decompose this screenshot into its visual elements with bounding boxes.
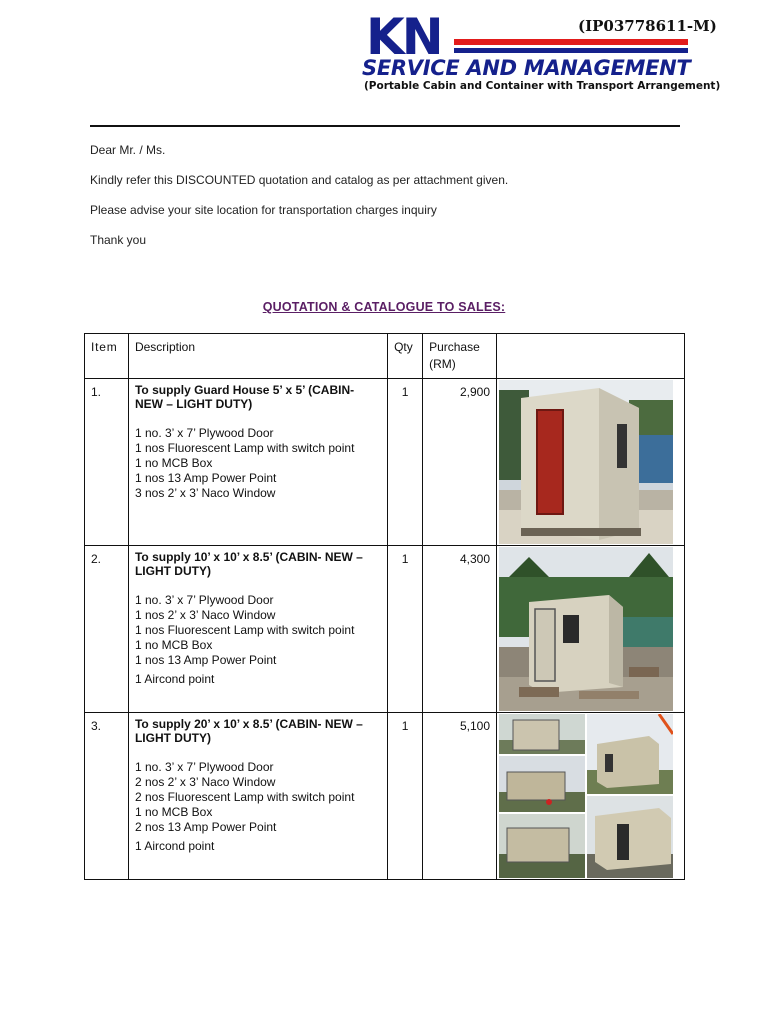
row-price: 2,900 <box>423 379 497 546</box>
spec-line: 1 no MCB Box <box>134 638 213 652</box>
spec-line: 3 nos 2’ x 3’ Naco Window <box>134 486 276 500</box>
guard-house-photo <box>499 380 673 544</box>
cabin-20x10-photo-collage <box>499 714 673 878</box>
spec-line: 1 nos Fluorescent Lamp with switch point <box>134 623 355 637</box>
spec-line: 1 nos 13 Amp Power Point <box>134 471 277 485</box>
row-price: 5,100 <box>423 713 497 880</box>
header-purchase-label: Purchase <box>429 340 480 354</box>
spec-line: 2 nos Fluorescent Lamp with switch point <box>134 790 355 804</box>
spec-line: 1 no. 3’ x 7’ Plywood Door <box>134 426 274 440</box>
row-item-number: 1. <box>85 379 129 546</box>
row-title: To supply 20’ x 10’ x 8.5’ (CABIN- NEW – LIGHT DUTY) <box>134 717 363 745</box>
row-description <box>128 379 387 546</box>
table-row <box>85 379 685 546</box>
row-item-number: 2. <box>85 546 129 713</box>
row-item-number: 3. <box>85 713 129 880</box>
header-item: Item <box>85 334 129 379</box>
quotation-title: QUOTATION & CATALOGUE TO SALES: <box>262 300 506 314</box>
closing: Thank you <box>90 233 147 247</box>
company-name: SERVICE AND MANAGEMENT <box>362 56 691 80</box>
row-price: 4,300 <box>423 546 497 713</box>
registration-number: (IP03778611-M) <box>578 17 717 35</box>
spec-line: 1 Aircond point <box>134 839 215 853</box>
salutation: Dear Mr. / Ms. <box>90 143 166 157</box>
spec-line: 1 no. 3’ x 7’ Plywood Door <box>134 593 274 607</box>
spec-line: 1 nos 2’ x 3’ Naco Window <box>134 608 276 622</box>
table-header-row <box>85 334 685 379</box>
letter-line-2: Please advise your site location for transportation charges inquiry <box>90 203 437 217</box>
row-title: To supply Guard House 5’ x 5’ (CABIN-NEW – LIGHT DUTY) <box>134 383 355 411</box>
row-title: To supply 10’ x 10’ x 8.5’ (CABIN- NEW – LIGHT DUTY) <box>134 550 363 578</box>
spec-line: 1 no MCB Box <box>134 456 213 470</box>
table-row <box>85 713 685 880</box>
row-qty: 1 <box>388 546 423 713</box>
row-photo-cell <box>497 546 685 713</box>
header-purchase <box>423 334 497 379</box>
row-qty: 1 <box>388 713 423 880</box>
header-image <box>497 334 685 379</box>
spec-line: 1 no MCB Box <box>134 805 213 819</box>
row-photo-cell <box>497 713 685 880</box>
spec-line: 1 nos 13 Amp Power Point <box>134 653 277 667</box>
company-logo <box>362 8 721 102</box>
table-row <box>85 546 685 713</box>
logo-red-stripe <box>454 39 688 45</box>
company-tagline: (Portable Cabin and Container with Transport Arrangement) <box>364 80 721 92</box>
logo-kn-text: KN <box>366 8 441 66</box>
spec-line: 2 nos 13 Amp Power Point <box>134 820 277 834</box>
row-description <box>128 546 387 713</box>
quotation-table <box>84 333 685 880</box>
spec-line: 1 no. 3’ x 7’ Plywood Door <box>134 760 274 774</box>
cabin-10x10-photo <box>499 547 673 711</box>
spec-line: 1 Aircond point <box>134 672 215 686</box>
header-qty: Qty <box>388 334 423 379</box>
spec-line: 2 nos 2’ x 3’ Naco Window <box>134 775 276 789</box>
spec-line: 1 nos Fluorescent Lamp with switch point <box>134 441 355 455</box>
header-description: Description <box>128 334 387 379</box>
row-qty: 1 <box>388 379 423 546</box>
letter-line-1: Kindly refer this DISCOUNTED quotation and catalog as per attachment given. <box>90 173 509 187</box>
row-photo-cell <box>497 379 685 546</box>
header-purchase-unit: (RM) <box>429 357 456 371</box>
header-divider <box>90 125 680 127</box>
logo-blue-stripe <box>454 48 688 53</box>
row-description <box>128 713 387 880</box>
